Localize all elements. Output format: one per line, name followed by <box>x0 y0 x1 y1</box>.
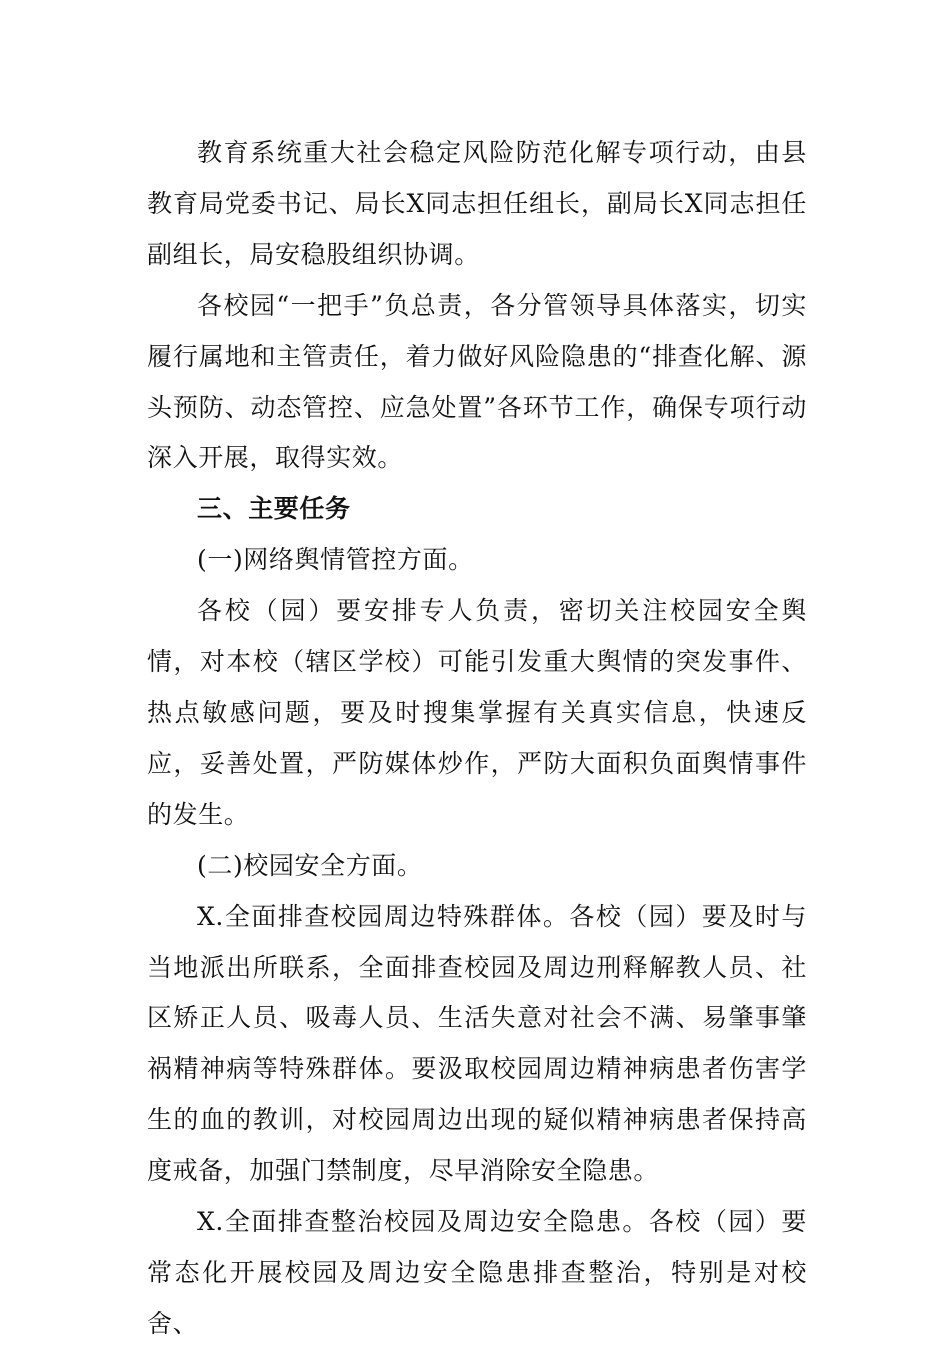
section-heading-main-tasks: 三、主要任务 <box>197 494 351 524</box>
subheading-campus-safety: (二)校园安全方面。 <box>197 850 423 880</box>
paragraph-leadership: 教育系统重大社会稳定风险防范化解专项行动，由县教育局党委书记、局长X同志担任组长，副局长X同志担任副组长，局安稳股组织协调。 <box>147 138 807 269</box>
paragraph-online-opinion: 各校（园）要安排专人负责，密切关注校园安全舆情，对本校（辖区学校）可能引发重大舆情的突发事件、热点敏感问题，要及时搜集掌握有关真实信息，快速反应，妥善处置，严防媒体炒作，严防大面积负面舆情事件的发生。 <box>147 596 807 829</box>
document-body <box>147 128 807 1350</box>
subheading-online-opinion: (一)网络舆情管控方面。 <box>197 545 474 575</box>
paragraph-safety-hazards: X.全面排查整治校园及周边安全隐患。各校（园）要常态化开展校园及周边安全隐患排查整治，特别是对校舍、 <box>147 1207 807 1338</box>
paragraph-responsibility: 各校园“一把手”负总责，各分管领导具体落实，切实履行属地和主管责任，着力做好风险隐患的“排查化解、源头预防、动态管控、应急处置”各环节工作，确保专项行动深入开展，取得实效。 <box>147 290 807 473</box>
paragraph-special-groups: X.全面排查校园周边特殊群体。各校（园）要及时与当地派出所联系，全面排查校园及周边刑释解教人员、社区矫正人员、吸毒人员、生活失意对社会不满、易肇事肇祸精神病等特殊群体。要汲取校园周边精神病患者伤害学生的血的教训，对校园周边出现的疑似精神病患者保持高度戒备，加强门禁制度，尽早消除安全隐患。 <box>147 901 807 1186</box>
